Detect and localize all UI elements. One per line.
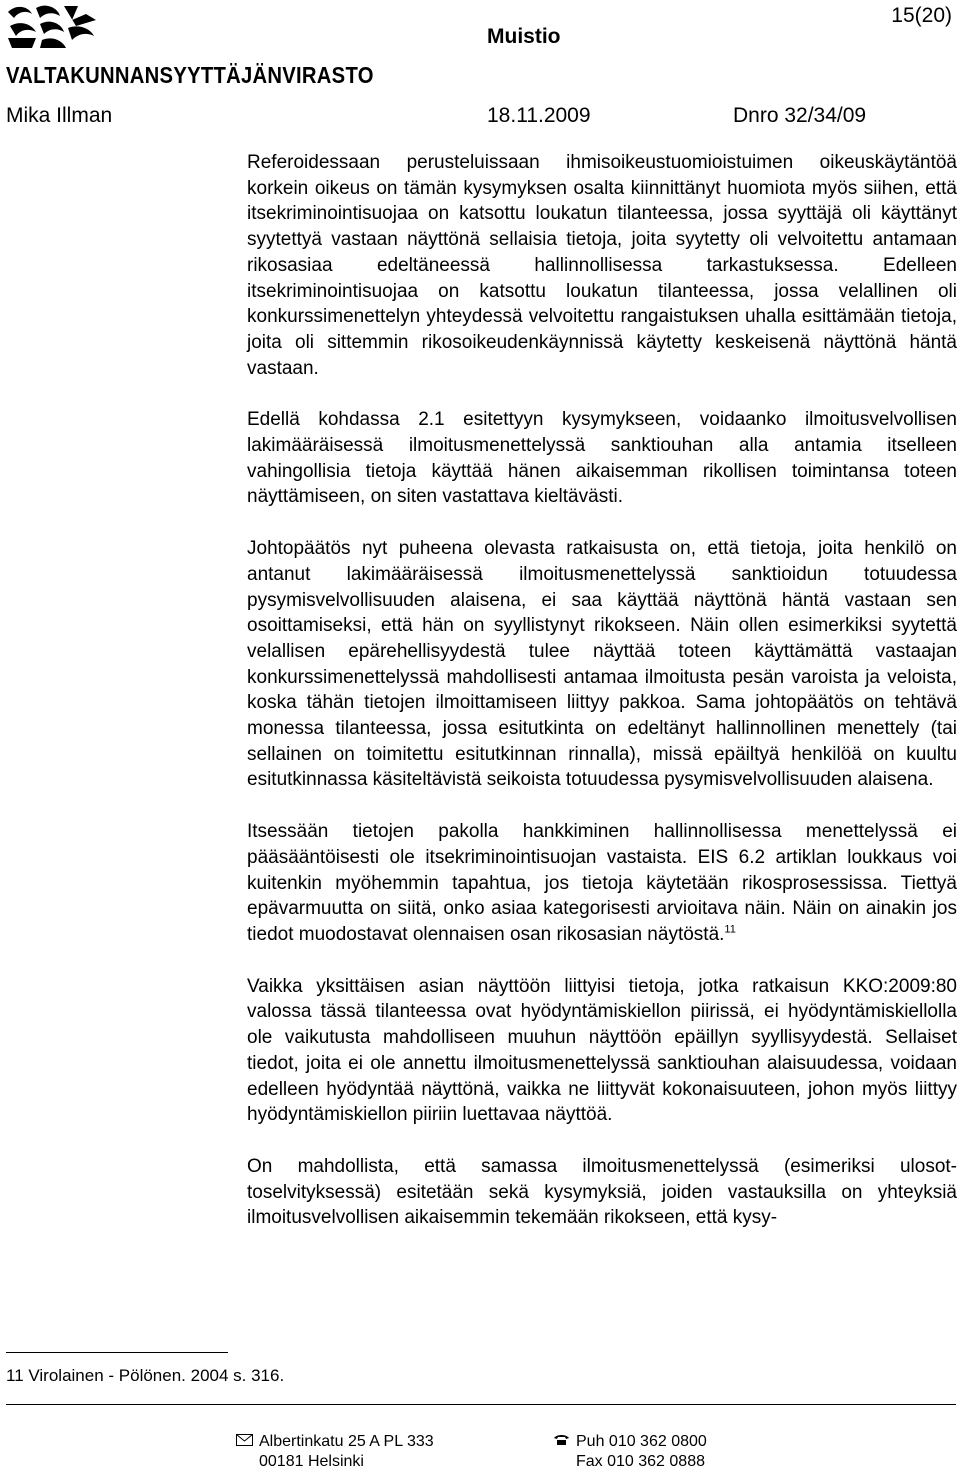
agency-logo-icon — [6, 4, 98, 50]
paragraph: On mahdollista, että samassa ilmoitusmenettelyssä (esimeriksi ulosottoselvityksessä) esitetään sekä kysymyksiä, joiden vastauksilla on yhteyksiä ilmoitusvelvollisen aikaisemmin tekemään rikokseen, että kysy- — [247, 1155, 957, 1229]
paragraph: Referoidessaan perusteluissaan ihmisoikeustuomioistuimen oikeuskäytäntöä korkein oikeus on tämän kysymyksen osalta kiinnittänyt huomiota myös siihen, että itsekriminointisuojaa on katsottu loukatun tilanteessa, jossa syyttäjä oli käyttänyt syytettyä vastaan näyttönä sellaisia tietoja, joita syytetty oli velvoitettu antamaan rikosasiaa edeltäneessä hallinnollisessa tarkastuksessa. Edelleen itsekriminointisuojaa on katsottu loukatun tilanteessa, jossa velallinen oli konkurssimenettelyn yhteydessä velvoitettu rangaistuksen uhalla esittämään tietoja, joita oli sittemmin rikosoikeudenkäynnissä käytetty keskeisenä näyttönä häntä vastaan. — [247, 152, 957, 379]
footer-fax: Fax 010 362 0888 — [576, 1453, 705, 1470]
footnote-reference[interactable]: 11 — [724, 923, 736, 936]
footer-phone: Puh 010 362 0800 — [576, 1433, 707, 1450]
page-number: 15(20) — [891, 4, 952, 27]
author-name: Mika Illman — [6, 104, 113, 127]
memo-body — [247, 150, 957, 1257]
footer-street: Albertinkatu 25 A PL 333 — [259, 1433, 434, 1450]
footer-divider — [6, 1404, 956, 1405]
footer-postal: 00181 Helsinki — [259, 1453, 364, 1470]
footer-street-line — [236, 1432, 434, 1452]
paragraph-with-footnote — [247, 819, 957, 948]
paragraph: Johtopäätös nyt puheena olevasta ratkaisusta on, että tietoja, joita henkilö on antanut lakimääräisessä ilmoitusmenettelyssä sanktioidun totuudessa pysymisvelvollisuuden alaisena, ei saa käyttää näyttönä häntä vastaan sen osoittamiseksi, että hän on syyllistynyt rikokseen. Näin ollen esimerkiksi syytettä velallisen epärehellisyydestä tulee näyttää toteen käyttämättä vastaajan konkurssimenettelyssä mahdollisesti antamaa ilmoitusta pesän varoista ja veloista, koska tähän tietojen ilmoittamiseen liittyy pakkoa. Sama johtopäätös on tehtävä monessa tilanteessa, jossa esitutkinta on edeltänyt hallinnollinen menettely (tai sellainen on toimitettu esitutkinnan rinnalla), missä epäiltyä henkilöä on kuultu esitutkinnassa käsiteltävistä seikoista totuudessa pysymisvelvollisuuden alaisena. — [247, 538, 957, 791]
document-record-number: Dnro 32/34/09 — [733, 104, 867, 127]
paragraph-text: Itsessään tietojen pakolla hankkiminen hallinnollisessa menettelyssä ei pääsääntöisesti ole itsekriminointisuojan vastaista. EIS 6.2 artiklan loukkaus voi kuitenkin myöhemmin tapahtua, jos tietoja käytetään rikosprosessissa. Tiettyä epävarmuutta on siitä, onko asiaa kategorisesti arvioitava näin. Näin on ainakin jos tiedot muodostavat olennaisen osan rikosasian näytöstä. — [247, 821, 957, 945]
footer-contact — [553, 1432, 707, 1472]
paragraph: Vaikka yksittäisen asian näyttöön liittyisi tietoja, jotka ratkaisun KKO:2009:80 valossa tässä tilanteessa ovat hyödyntämiskiellon piirissä, ei hyödyntämiskiellolla ole vaikutusta mahdolliseen muuhun näyttöön epäillyn syyllisyydestä. Sellaiset tiedot, joita ei ole annettu ilmoitusmenettelyssä sanktiouhan alaisuudessa, voidaan edelleen hyödyntää näyttönä, vaikka ne liittyvät kokonaisuuteen, johon myös liittyy hyödyntämiskiellon piiriin luettavaa näyttöä. — [247, 975, 957, 1126]
footer-phone-line — [553, 1432, 707, 1452]
document-type: Muistio — [487, 25, 561, 48]
envelope-icon — [236, 1434, 253, 1446]
footer-address — [236, 1432, 434, 1472]
document-date: 18.11.2009 — [487, 104, 591, 127]
footnote-divider — [6, 1352, 228, 1353]
paragraph: Edellä kohdassa 2.1 esitettyyn kysymykseen, voidaanko ilmoitusvelvollisen lakimääräisessä ilmoitusmenettelyssä sanktiouhan alla antamia itselleen vahingollisia tietoja käyttää hänen aikaisemman rikollisen toimintansa toteen näyttämiseen, on siten vastattava kieltävästi. — [247, 409, 957, 508]
agency-name: VALTAKUNNANSYYTTÄJÄNVIRASTO — [6, 62, 374, 88]
telephone-icon — [553, 1434, 570, 1446]
footnote-text: 11 Virolainen - Pölönen. 2004 s. 316. — [6, 1366, 285, 1385]
